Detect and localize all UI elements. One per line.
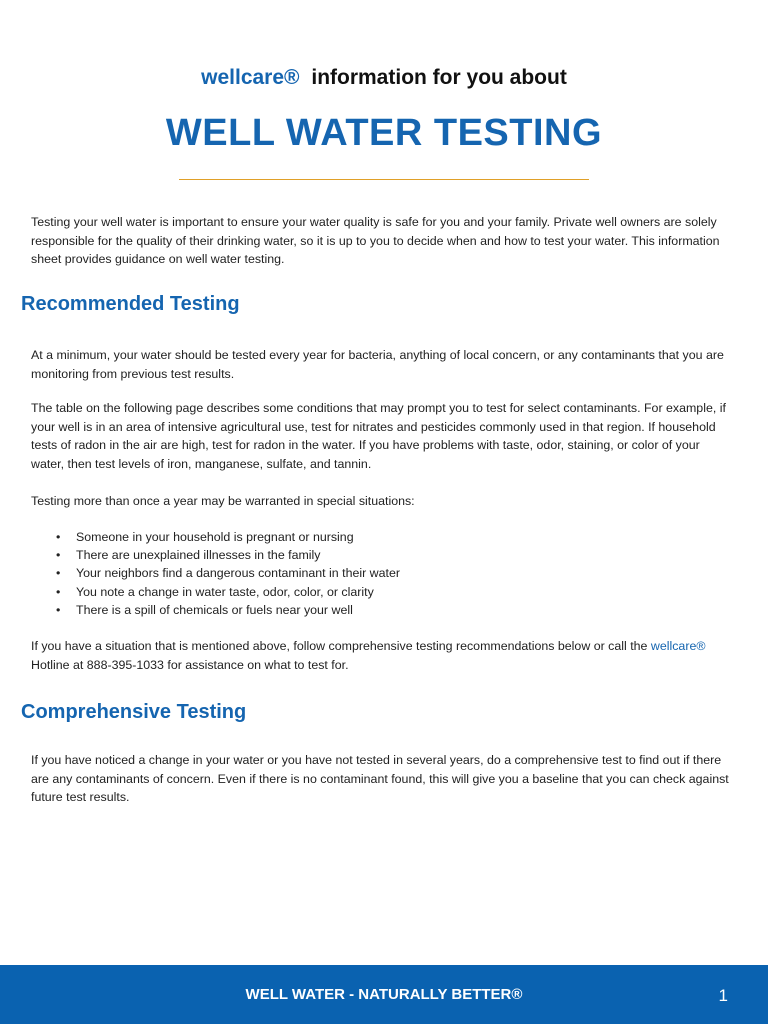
bullet-icon: • [56,584,61,599]
brand-name: wellcare® [201,66,300,89]
footer-tagline: WELL WATER - NATURALLY BETTER® [245,986,523,1003]
recommended-paragraph-2: The table on the following page describes some conditions that may prompt you to test for select contaminants. For example, if your well is in an area of intensive agricultural use, test for nitrates and pesticides commonly used in that region. If household tests of radon in the air are high, test for radon in the water. If you have problems with taste, odor, staining, or color of your water, then test levels of iron, manganese, sulfate, and tannin. [31,401,726,472]
list-item: • Someone in your household is pregnant or nursing [56,528,400,546]
special-situations-list [56,528,400,619]
comprehensive-paragraph-1: If you have noticed a change in your water or you have not tested in several years, do a comprehensive test to find out if there are any contaminants of concern. Even if there is no contaminant found, this will give you a baseline that you can check against future test results. [31,753,729,805]
header-subtitle: information for you about [311,66,567,89]
bullet-icon: • [56,602,61,617]
list-item: • Your neighbors find a dangerous contaminant in their water [56,564,400,582]
bullet-icon: • [56,530,61,544]
recommended-paragraph-3: Testing more than once a year may be warranted in special situations: [31,494,415,508]
recommended-paragraph-4: If you have a situation that is mentioned above, follow comprehensive testing recommendations below or call the wellcare® Hotline at 888-395-1033 for assistance on what to test for. [31,639,706,672]
page-number: 1 [718,986,728,1005]
page-title: WELL WATER TESTING [165,112,603,154]
list-item: • There is a spill of chemicals or fuels near your well [56,601,400,619]
list-item: • You note a change in water taste, odor, color, or clarity [56,583,400,601]
intro-paragraph: Testing your well water is important to ensure your water quality is safe for you and your family. Private well owners are solely responsible for the quality of their drinking water, so it is up to you to decide when and how to test your water. This information sheet provides guidance on well water testing. [31,215,720,267]
footer-bar [0,965,768,1024]
bullet-icon: • [56,548,61,563]
title-divider [179,179,589,180]
wellcare-hotline-link[interactable]: wellcare® [650,639,706,653]
recommended-testing-heading: Recommended Testing [21,293,240,315]
header-subtitle-line [0,66,768,90]
list-item: • There are unexplained illnesses in the family [56,546,400,564]
recommended-paragraph-1: At a minimum, your water should be tested every year for bacteria, anything of local concern, or any contaminants that you are monitoring from previous test results. [31,348,724,381]
bullet-icon: • [56,566,61,581]
comprehensive-testing-heading: Comprehensive Testing [21,701,247,723]
